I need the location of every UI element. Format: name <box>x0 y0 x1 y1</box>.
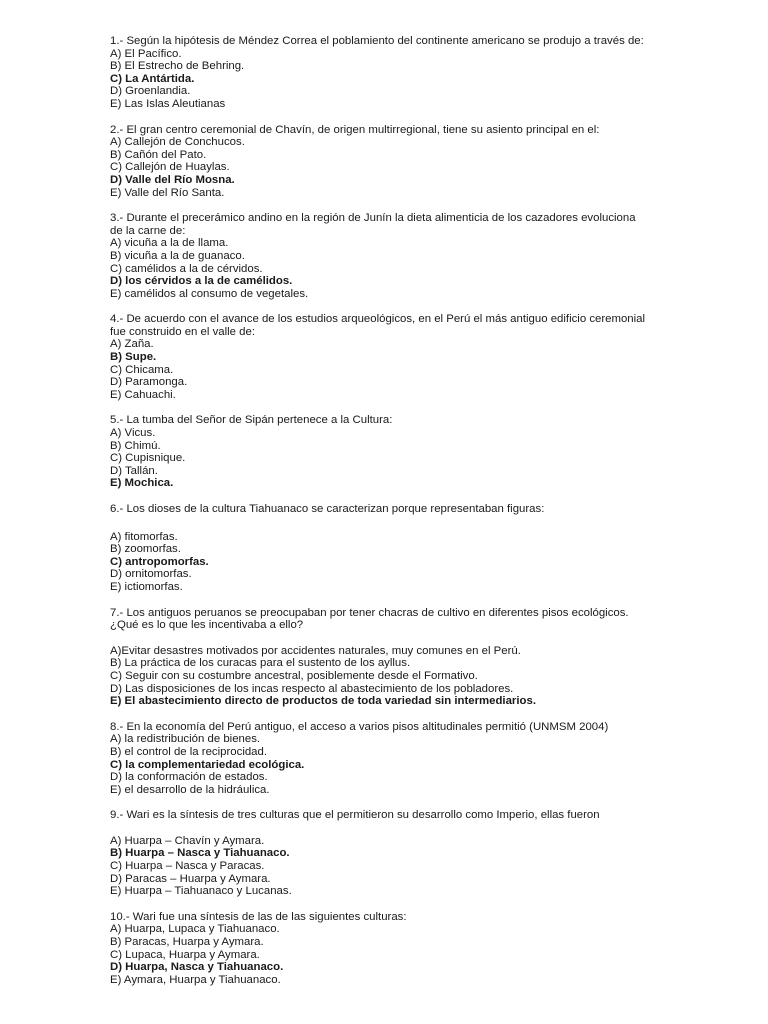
option-c: C) Huarpa – Nasca y Paracas. <box>110 860 265 873</box>
option-e: E) el desarrollo de la hidráulica. <box>110 783 270 796</box>
question-stem: 7.- Los antiguos peruanos se preocupaban por tener chacras de cultivo en diferentes pisos ecológicos. ¿Qué es lo que les incentivaba a ello? <box>110 606 629 632</box>
option-a: A) Huarpa, Lupaca y Tiahuanaco. <box>110 923 280 936</box>
question-1 <box>110 35 670 111</box>
option-a: A) Callejón de Conchucos. <box>110 136 245 149</box>
option-e: E) Las Islas Aleutianas <box>110 97 226 110</box>
option-a: A) El Pacífico. <box>110 47 182 60</box>
option-d-correct: D) Valle del Río Mosna. <box>110 173 235 186</box>
option-b-correct: B) Supe. <box>110 351 157 364</box>
option-c-correct: C) La Antártida. <box>110 72 195 85</box>
option-d: D) Las disposiciones de los incas respecto al abastecimiento de los pobladores. <box>110 682 514 695</box>
option-d: D) ornitomorfas. <box>110 568 192 581</box>
option-c: C) Cupisnique. <box>110 452 186 465</box>
question-stem: 3.- Durante el precerámico andino en la región de Junín la dieta alimenticia de los cazadores evoluciona de la carne de: <box>110 212 636 237</box>
question-stem: 5.- La tumba del Señor de Sipán pertenece a la Cultura: <box>110 414 393 427</box>
question-2 <box>110 124 670 200</box>
option-c-correct: C) antropomorfas. <box>110 555 209 568</box>
option-a: A) vicuña a la de llama. <box>110 237 229 250</box>
option-c: C) camélidos a la de cérvidos. <box>110 262 263 275</box>
question-10 <box>110 911 670 987</box>
option-b: B) el control de la reciprocidad. <box>110 745 268 758</box>
question-stem: 2.- El gran centro ceremonial de Chavín, de origen multirregional, tiene su asiento principal en el: <box>110 123 600 136</box>
option-d: D) Paracas – Huarpa y Aymara. <box>110 872 271 885</box>
option-b-correct: B) Huarpa – Nasca y Tiahuanaco. <box>110 847 290 860</box>
option-e: E) Cahuachi. <box>110 388 176 401</box>
option-a: A) fitomorfas. <box>110 530 178 543</box>
option-a: A)Evitar desastres motivados por accidentes naturales, muy comunes en el Perú. <box>110 644 521 657</box>
question-stem: 1.- Según la hipótesis de Méndez Correa el poblamiento del continente americano se produjo a través de: <box>110 35 644 47</box>
option-e: E) Aymara, Huarpa y Tiahuanaco. <box>110 973 281 986</box>
option-b: B) Chimú. <box>110 439 161 452</box>
option-c: C) Seguir con su costumbre ancestral, posiblemente desde el Formativo. <box>110 669 478 682</box>
option-a: A) Vicus. <box>110 427 156 440</box>
option-d: D) Tallán. <box>110 464 158 477</box>
option-e: E) ictiomorfas. <box>110 580 183 593</box>
option-d-correct: D) los cérvidos a la de camélidos. <box>110 275 293 288</box>
option-c-correct: C) la complementariedad ecológica. <box>110 758 305 771</box>
option-d: D) la conformación de estados. <box>110 771 268 784</box>
option-b: B) El Estrecho de Behring. <box>110 60 245 73</box>
question-5 <box>110 414 670 490</box>
option-b: B) vicuña a la de guanaco. <box>110 249 245 262</box>
question-stem: 4.- De acuerdo con el avance de los estudios arqueológicos, en el Perú el más antiguo edificio ceremonial fue construido en el valle de: <box>110 313 646 338</box>
option-c: C) Chicama. <box>110 363 174 376</box>
option-d: D) Groenlandia. <box>110 85 191 98</box>
option-b: B) Paracas, Huarpa y Aymara. <box>110 936 264 949</box>
option-e-correct: E) El abastecimiento directo de productos de toda variedad sin intermediarios. <box>110 695 536 708</box>
option-e: E) camélidos al consumo de vegetales. <box>110 287 309 300</box>
option-b: B) zoomorfas. <box>110 543 181 556</box>
question-8 <box>110 721 670 797</box>
question-stem: 10.- Wari fue una síntesis de las de las siguientes culturas: <box>110 910 407 923</box>
option-e-correct: E) Mochica. <box>110 477 174 490</box>
option-d-correct: D) Huarpa, Nasca y Tiahuanaco. <box>110 961 284 974</box>
option-b: B) La práctica de los curacas para el sustento de los ayllus. <box>110 657 411 670</box>
option-b: B) Cañón del Pato. <box>110 148 207 161</box>
question-6 <box>110 503 670 594</box>
option-c: C) Lupaca, Huarpa y Aymara. <box>110 948 260 961</box>
option-a: A) Huarpa – Chavín y Aymara. <box>110 834 265 847</box>
quiz-document <box>110 35 670 986</box>
option-a: A) la redistribución de bienes. <box>110 733 261 746</box>
option-d: D) Paramonga. <box>110 376 188 389</box>
question-stem: 9.- Wari es la síntesis de tres culturas que el permitieron su desarrollo como Imperio, ellas fueron <box>110 809 600 822</box>
question-stem: 6.- Los dioses de la cultura Tiahuanaco se caracterizan porque representaban figuras: <box>110 503 545 515</box>
question-9 <box>110 809 670 898</box>
question-4 <box>110 313 670 401</box>
option-c: C) Callejón de Huaylas. <box>110 161 230 174</box>
option-a: A) Zaña. <box>110 338 154 351</box>
option-e: E) Valle del Río Santa. <box>110 186 225 199</box>
question-7 <box>110 607 670 708</box>
question-stem: 8.- En la economía del Perú antiguo, el acceso a varios pisos altitudinales permitió (UNMSM 2004) <box>110 720 609 733</box>
option-e: E) Huarpa – Tiahuanaco y Lucanas. <box>110 885 292 898</box>
question-3 <box>110 212 670 300</box>
